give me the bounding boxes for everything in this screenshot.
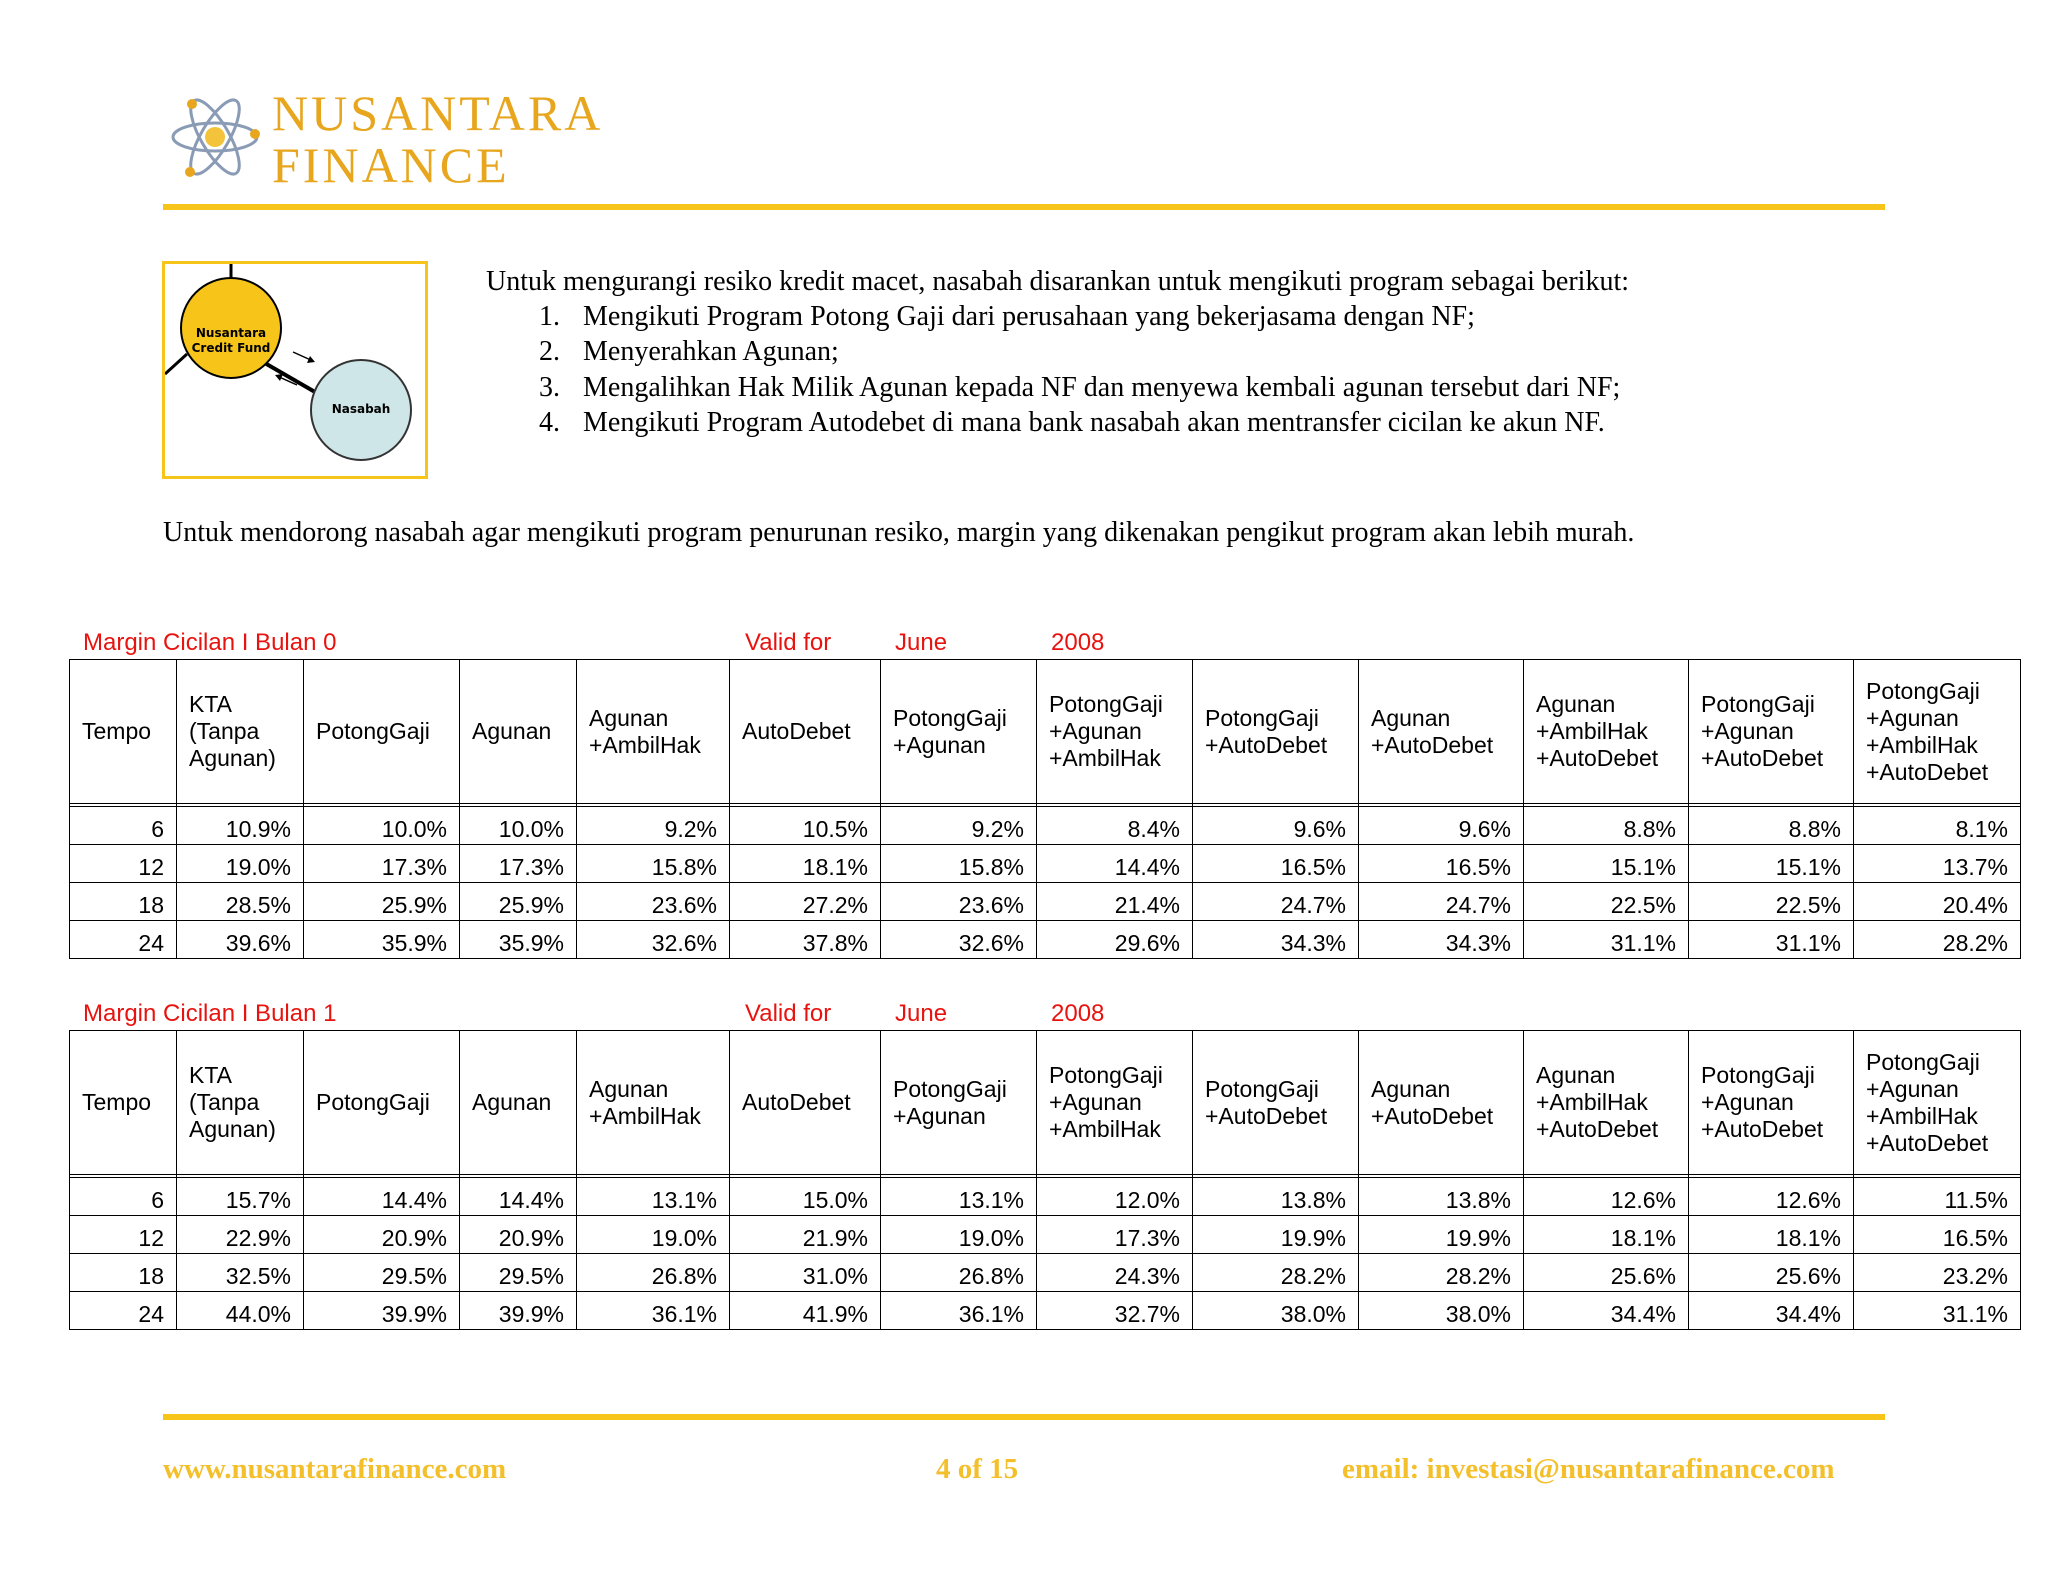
column-header-line: +AmbilHak [1536, 718, 1648, 744]
margin-cell: 12.6% [1689, 1178, 1854, 1216]
column-header [304, 660, 460, 804]
column-header [1854, 660, 2021, 804]
table-0-title: Margin Cicilan I Bulan 0 [83, 629, 337, 656]
margin-cell: 29.5% [460, 1254, 577, 1292]
margin-cell: 25.6% [1524, 1254, 1689, 1292]
table-row [70, 845, 2021, 883]
table-row [70, 1292, 2021, 1330]
margin-cell: 23.6% [577, 883, 730, 921]
column-header [1037, 660, 1193, 804]
column-header [1689, 1031, 1854, 1175]
column-header-line: Agunan [589, 704, 669, 731]
column-header [1524, 1031, 1689, 1175]
table-1-title: Margin Cicilan I Bulan 1 [83, 1000, 337, 1027]
column-header-line: +AmbilHak [589, 731, 701, 758]
margin-cell: 31.0% [730, 1254, 881, 1292]
column-header [177, 1031, 304, 1175]
margin-cell: 19.0% [577, 1216, 730, 1254]
margin-cell: 15.8% [577, 845, 730, 883]
logo-text-line1: NUSANTARA [272, 85, 604, 141]
margin-cell: 34.3% [1359, 921, 1524, 959]
margin-cell: 31.1% [1854, 1292, 2021, 1330]
margin-cell: 36.1% [577, 1292, 730, 1330]
column-header-line: Agunan [1536, 691, 1616, 717]
margin-cell: 8.1% [1854, 807, 2021, 845]
margin-cell: 9.2% [577, 807, 730, 845]
column-header [1193, 660, 1359, 804]
margin-cell: 11.5% [1854, 1178, 2021, 1216]
table-0-valid-label: Valid for [745, 629, 832, 656]
margin-cell: 25.9% [304, 883, 460, 921]
margin-cell: 15.0% [730, 1178, 881, 1216]
column-header-line: PotongGaji [893, 704, 1007, 731]
margin-cell: 34.4% [1689, 1292, 1854, 1330]
margin-cell: 28.2% [1193, 1254, 1359, 1292]
column-header-line: Agunan [1536, 1062, 1616, 1088]
column-header [1854, 1031, 2021, 1175]
column-header-line: +Agunan [1866, 1075, 1959, 1102]
column-header-line: +AmbilHak [1049, 1116, 1161, 1142]
column-header-line: AutoDebet [742, 718, 851, 744]
margin-cell: 32.6% [881, 921, 1037, 959]
margin-cell: 39.6% [177, 921, 304, 959]
margin-cell: 24.7% [1193, 883, 1359, 921]
margin-cell: 44.0% [177, 1292, 304, 1330]
margin-cell: 28.2% [1854, 921, 2021, 959]
margin-cell: 18.1% [1524, 1216, 1689, 1254]
margin-cell: 14.4% [304, 1178, 460, 1216]
margin-cell: 22.5% [1689, 883, 1854, 921]
margin-cell: 24.7% [1359, 883, 1524, 921]
column-header-line: PotongGaji [316, 1089, 430, 1115]
column-header [730, 1031, 881, 1175]
customer-label: Nasabah [331, 402, 391, 416]
margin-cell: 13.8% [1359, 1178, 1524, 1216]
column-header-line: PotongGaji [1205, 1075, 1319, 1102]
column-header [460, 660, 577, 804]
column-header [577, 660, 730, 804]
footer-page-number: 4 of 15 [936, 1453, 1019, 1485]
margin-cell: 19.9% [1359, 1216, 1524, 1254]
column-header-line: Agunan) [189, 745, 276, 771]
table-row [70, 1254, 2021, 1292]
column-header-line: +AutoDebet [1701, 745, 1824, 771]
column-header-line: +AutoDebet [1536, 1116, 1659, 1142]
column-header-line: Tempo [82, 718, 152, 744]
margin-cell: 17.3% [1037, 1216, 1193, 1254]
list-item-number: 4. [539, 407, 560, 438]
margin-cell: 39.9% [460, 1292, 577, 1330]
margin-cell: 41.9% [730, 1292, 881, 1330]
column-header [577, 1031, 730, 1175]
margin-table-bulan-1 [69, 1030, 2021, 1330]
margin-cell: 24.3% [1037, 1254, 1193, 1292]
margin-cell: 10.9% [177, 807, 304, 845]
margin-cell: 8.4% [1037, 807, 1193, 845]
intro-lead: Untuk mengurangi resiko kredit macet, nasabah disarankan untuk mengikuti program sebagai berikut: [486, 266, 1630, 297]
column-header [1524, 660, 1689, 804]
margin-cell: 35.9% [304, 921, 460, 959]
margin-cell: 31.1% [1689, 921, 1854, 959]
column-header-line: PotongGaji [1701, 1062, 1815, 1088]
margin-cell: 31.1% [1524, 921, 1689, 959]
margin-cell: 25.6% [1689, 1254, 1854, 1292]
margin-cell: 13.7% [1854, 845, 2021, 883]
column-header-line: PotongGaji [1049, 1062, 1163, 1088]
margin-table-bulan-0 [69, 659, 2021, 959]
margin-cell: 22.9% [177, 1216, 304, 1254]
margin-cell: 14.4% [460, 1178, 577, 1216]
column-header-line: Agunan [589, 1075, 669, 1102]
column-header-line: KTA [189, 691, 233, 717]
tempo-cell: 18 [70, 1254, 177, 1292]
footer-divider [163, 1414, 1885, 1420]
column-header-line: (Tanpa [189, 718, 260, 744]
column-header-line: PotongGaji [893, 1075, 1007, 1102]
margin-cell: 18.1% [730, 845, 881, 883]
margin-cell: 8.8% [1524, 807, 1689, 845]
column-header [1193, 1031, 1359, 1175]
margin-cell: 23.6% [881, 883, 1037, 921]
header-divider [163, 204, 1885, 210]
margin-cell: 32.5% [177, 1254, 304, 1292]
column-header-line: PotongGaji [1205, 704, 1319, 731]
table-row [70, 1178, 2021, 1216]
column-header-line: Agunan [1371, 1075, 1451, 1102]
margin-cell: 34.3% [1193, 921, 1359, 959]
margin-cell: 17.3% [460, 845, 577, 883]
margin-cell: 16.5% [1193, 845, 1359, 883]
tempo-cell: 18 [70, 883, 177, 921]
tempo-cell: 6 [70, 807, 177, 845]
column-header-line: PotongGaji [1866, 1048, 1980, 1075]
column-header-line: +AmbilHak [589, 1102, 701, 1129]
margin-cell: 32.7% [1037, 1292, 1193, 1330]
margin-cell: 16.5% [1854, 1216, 2021, 1254]
margin-cell: 32.6% [577, 921, 730, 959]
margin-cell: 22.5% [1524, 883, 1689, 921]
column-header [304, 1031, 460, 1175]
margin-cell: 26.8% [881, 1254, 1037, 1292]
column-header-line: +AutoDebet [1536, 745, 1659, 771]
margin-cell: 12.0% [1037, 1178, 1193, 1216]
margin-cell: 28.5% [177, 883, 304, 921]
column-header [1689, 660, 1854, 804]
margin-cell: 36.1% [881, 1292, 1037, 1330]
column-header-line: PotongGaji [1049, 691, 1163, 717]
column-header [881, 660, 1037, 804]
column-header-line: +AutoDebet [1866, 758, 1989, 785]
column-header [1037, 1031, 1193, 1175]
credit-flow-diagram-graphic [165, 264, 428, 479]
column-header-line: Agunan [472, 1089, 552, 1115]
closing-paragraph: Untuk mendorong nasabah agar mengikuti program penurunan resiko, margin yang dikenakan pengikut program akan lebih murah. [163, 517, 1635, 548]
tempo-cell: 24 [70, 1292, 177, 1330]
margin-cell: 19.0% [177, 845, 304, 883]
column-header-line: +Agunan [1701, 718, 1794, 744]
column-header-line: +AmbilHak [1866, 1102, 1978, 1129]
column-header-line: +AmbilHak [1049, 745, 1161, 771]
table-1-year: 2008 [1051, 1000, 1105, 1027]
column-header-line: Agunan [1371, 704, 1451, 731]
table-row [70, 883, 2021, 921]
margin-cell: 13.1% [881, 1178, 1037, 1216]
margin-cell: 8.8% [1689, 807, 1854, 845]
margin-cell: 16.5% [1359, 845, 1524, 883]
column-header [177, 660, 304, 804]
margin-cell: 37.8% [730, 921, 881, 959]
margin-cell: 29.6% [1037, 921, 1193, 959]
margin-cell: 15.1% [1689, 845, 1854, 883]
column-header-line: +AutoDebet [1371, 1102, 1494, 1129]
margin-cell: 38.0% [1359, 1292, 1524, 1330]
margin-cell: 29.5% [304, 1254, 460, 1292]
margin-cell: 9.6% [1359, 807, 1524, 845]
margin-cell: 21.9% [730, 1216, 881, 1254]
column-header-line: +AmbilHak [1866, 731, 1978, 758]
margin-cell: 26.8% [577, 1254, 730, 1292]
margin-cell: 13.8% [1193, 1178, 1359, 1216]
margin-cell: 10.0% [304, 807, 460, 845]
column-header-line: +Agunan [893, 1102, 986, 1129]
margin-cell: 13.1% [577, 1178, 730, 1216]
column-header-line: +AutoDebet [1205, 1102, 1328, 1129]
tempo-cell: 24 [70, 921, 177, 959]
margin-cell: 25.9% [460, 883, 577, 921]
column-header [1359, 1031, 1524, 1175]
column-header [70, 660, 177, 804]
column-header-line: +Agunan [1049, 718, 1142, 744]
margin-cell: 38.0% [1193, 1292, 1359, 1330]
margin-cell: 20.9% [460, 1216, 577, 1254]
credit-fund-diagram [162, 261, 428, 479]
margin-cell: 20.4% [1854, 883, 2021, 921]
table-0-month: June [895, 629, 948, 656]
column-header-line: PotongGaji [1701, 691, 1815, 717]
list-item: Mengikuti Program Autodebet di mana bank nasabah akan mentransfer cicilan ke akun NF. [583, 407, 1605, 438]
margin-cell: 15.7% [177, 1178, 304, 1216]
table-1-valid-label: Valid for [745, 1000, 832, 1027]
column-header [460, 1031, 577, 1175]
table-header-row [70, 660, 2021, 804]
margin-cell: 17.3% [304, 845, 460, 883]
tempo-cell: 6 [70, 1178, 177, 1216]
table-1-month: June [895, 1000, 948, 1027]
tempo-cell: 12 [70, 1216, 177, 1254]
column-header-line: +Agunan [893, 731, 986, 758]
column-header-line: Agunan [472, 718, 552, 744]
fund-label-2: Credit Fund [191, 341, 271, 355]
list-item: Mengikuti Program Potong Gaji dari perusahaan yang bekerjasama dengan NF; [583, 301, 1475, 332]
column-header-line: PotongGaji [316, 718, 430, 744]
atom-logo-icon [160, 82, 270, 192]
margin-cell: 20.9% [304, 1216, 460, 1254]
margin-cell: 35.9% [460, 921, 577, 959]
margin-cell: 19.9% [1193, 1216, 1359, 1254]
margin-cell: 15.8% [881, 845, 1037, 883]
footer-website-link[interactable]: www.nusantarafinance.com [163, 1453, 507, 1485]
margin-cell: 23.2% [1854, 1254, 2021, 1292]
list-item: Menyerahkan Agunan; [583, 336, 839, 367]
list-item-number: 1. [539, 301, 560, 332]
margin-cell: 10.0% [460, 807, 577, 845]
table-row [70, 807, 2021, 845]
column-header [881, 1031, 1037, 1175]
column-header-line: KTA [189, 1062, 233, 1088]
logo-text-line2: FINANCE [272, 137, 510, 193]
margin-cell: 14.4% [1037, 845, 1193, 883]
table-0-year: 2008 [1051, 629, 1105, 656]
column-header-line: (Tanpa [189, 1089, 260, 1115]
margin-cell: 39.9% [304, 1292, 460, 1330]
fund-label-1: Nusantara [195, 326, 267, 340]
margin-cell: 28.2% [1359, 1254, 1524, 1292]
tempo-cell: 12 [70, 845, 177, 883]
margin-cell: 21.4% [1037, 883, 1193, 921]
column-header-line: AutoDebet [742, 1089, 851, 1115]
margin-cell: 10.5% [730, 807, 881, 845]
list-item-number: 3. [539, 372, 560, 403]
list-item: Mengalihkan Hak Milik Agunan kepada NF dan menyewa kembali agunan tersebut dari NF; [583, 372, 1621, 403]
column-header [1359, 660, 1524, 804]
column-header-line: Agunan) [189, 1116, 276, 1142]
company-logo [160, 82, 630, 192]
footer-email-link[interactable]: email: investasi@nusantarafinance.com [1342, 1453, 1835, 1485]
margin-cell: 15.1% [1524, 845, 1689, 883]
column-header-line: +AutoDebet [1205, 731, 1328, 758]
column-header-line: +AutoDebet [1866, 1129, 1989, 1156]
margin-cell: 12.6% [1524, 1178, 1689, 1216]
margin-cell: 34.4% [1524, 1292, 1689, 1330]
margin-cell: 19.0% [881, 1216, 1037, 1254]
column-header [730, 660, 881, 804]
margin-cell: 9.6% [1193, 807, 1359, 845]
column-header-line: +Agunan [1866, 704, 1959, 731]
table-row [70, 921, 2021, 959]
margin-cell: 27.2% [730, 883, 881, 921]
margin-cell: 9.2% [881, 807, 1037, 845]
column-header-line: PotongGaji [1866, 677, 1980, 704]
column-header-line: +AutoDebet [1701, 1116, 1824, 1142]
column-header-line: +AmbilHak [1536, 1089, 1648, 1115]
list-item-number: 2. [539, 336, 560, 367]
margin-cell: 18.1% [1689, 1216, 1854, 1254]
column-header [70, 1031, 177, 1175]
column-header-line: Tempo [82, 1089, 152, 1115]
table-row [70, 1216, 2021, 1254]
table-header-row [70, 1031, 2021, 1175]
column-header-line: +Agunan [1701, 1089, 1794, 1115]
column-header-line: +Agunan [1049, 1089, 1142, 1115]
column-header-line: +AutoDebet [1371, 731, 1494, 758]
